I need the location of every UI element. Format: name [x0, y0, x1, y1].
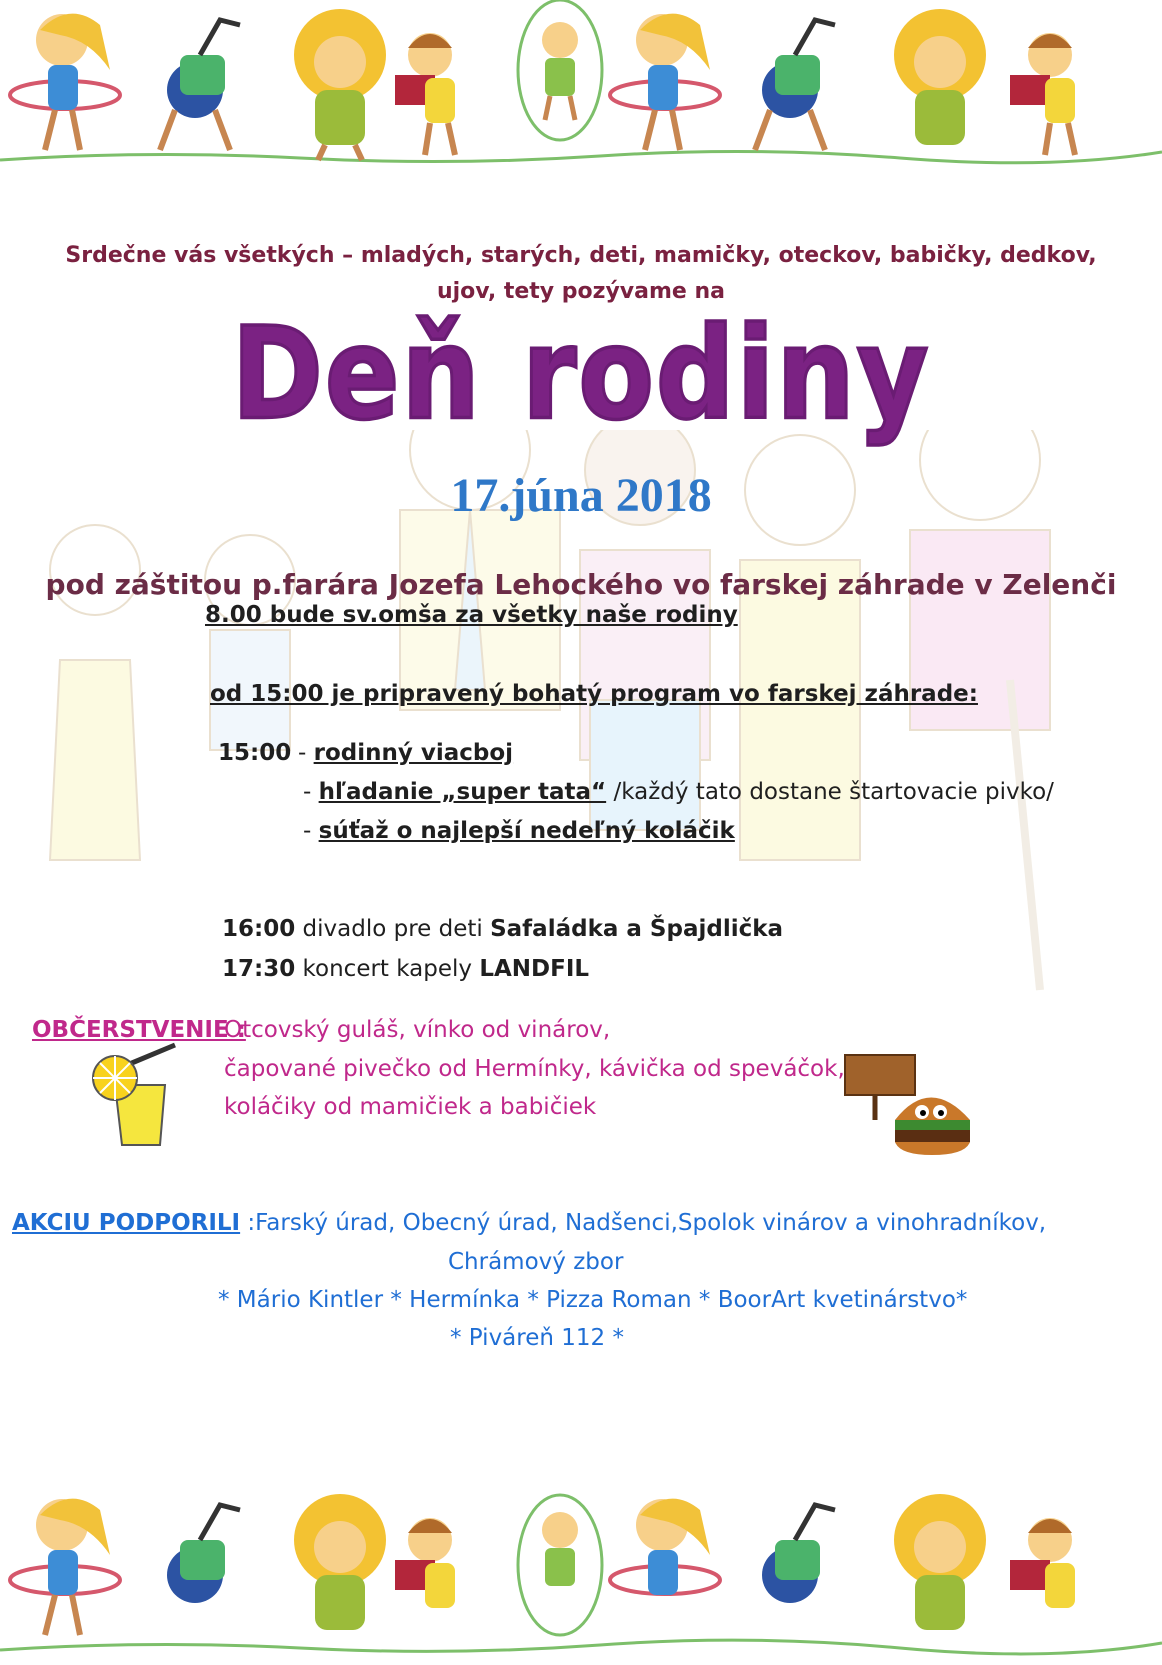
- kid-handstand-illustration-2: [762, 1505, 835, 1603]
- dash: -: [303, 779, 312, 805]
- kid-handstand-illustration-2: [755, 20, 835, 150]
- event-name: Safaládka a Špajdlička: [490, 916, 784, 942]
- intro-line-2: ujov, tety pozývame na: [436, 279, 726, 304]
- program-heading: od 15:00 je pripravený bohatý program vo farskej záhrade:: [210, 681, 978, 707]
- kid-handstand-illustration: [167, 1505, 240, 1603]
- program-item-note: /každý tato dostane štartovacie pivko/: [606, 779, 1054, 805]
- program-item-2: [303, 779, 1054, 805]
- program-item-title: hľadanie „super tata“: [318, 779, 607, 805]
- kids-border-top: [0, 0, 1162, 180]
- poster-title: Deň rodiny: [231, 300, 931, 448]
- refreshments-line-1: Otcovský guláš, vínko od vinárov,: [224, 1017, 611, 1043]
- program-item-title: rodinný viacboj: [313, 740, 514, 766]
- sponsors-line-4: * Piváreň 112 *: [450, 1325, 624, 1351]
- girl-gift-illustration-2: [1010, 1518, 1075, 1608]
- kid-handstand-illustration: [160, 20, 240, 150]
- event-time: 17:30: [222, 956, 296, 982]
- intro-line-1: Srdečne vás všetkých – mladých, starých, deti, mamičky, oteckov, babičky, dedkov,: [65, 243, 1097, 268]
- dash: -: [298, 740, 307, 766]
- sponsors-label: AKCIU PODPORILI: [12, 1210, 241, 1236]
- girl-gift-illustration-2: [1010, 33, 1075, 155]
- refreshments-line-3: koláčiky od mamičiek a babičiek: [224, 1094, 597, 1120]
- burger-sign-icon: [840, 1050, 980, 1160]
- refreshments-label: OBČERSTVENIE :: [32, 1017, 246, 1043]
- event-concert: [222, 956, 589, 982]
- program-item-1: [298, 740, 513, 766]
- program-item-title: súťaž o najlepší nedeľný koláčik: [318, 818, 735, 844]
- girl-curly-hair-illustration-2: [894, 1494, 986, 1630]
- sponsors-line-1: [12, 1210, 1046, 1236]
- girl-curly-hair-illustration: [294, 1494, 386, 1630]
- kid-hula-hoop-illustration: [10, 14, 120, 150]
- kids-border-bottom: [0, 1485, 1162, 1665]
- event-text: koncert kapely: [295, 956, 480, 982]
- event-name: LANDFIL: [479, 956, 590, 982]
- refreshments-line-2: čapované pivečko od Hermínky, kávička od speváčok,: [224, 1056, 845, 1082]
- event-text: divadlo pre deti: [295, 916, 491, 942]
- event-date: 17.júna 2018: [450, 469, 712, 522]
- program-item-3: [303, 818, 735, 844]
- sponsors-line-3: * Mário Kintler * Hermínka * Pizza Roman * BoorArt kvetinárstvo*: [218, 1287, 968, 1313]
- kid-jump-rope-illustration: [518, 1495, 602, 1635]
- event-time: 16:00: [222, 916, 296, 942]
- kid-hula-hoop-illustration: [10, 1499, 120, 1635]
- event-theatre: [222, 916, 783, 942]
- mass-line: 8.00 bude sv.omša za všetky naše rodiny: [205, 602, 738, 628]
- kid-hula-hoop-illustration-2: [610, 1499, 720, 1595]
- girl-gift-illustration: [395, 1518, 455, 1608]
- patronage-line: pod záštitou p.farára Jozefa Lehockého vo farskej záhrade v Zelenči: [45, 568, 1117, 601]
- dash: -: [303, 818, 312, 844]
- kid-hula-hoop-illustration-2: [610, 14, 720, 150]
- girl-gift-illustration: [395, 33, 455, 155]
- sponsors-line-2: Chrámový zbor: [448, 1249, 624, 1275]
- girl-curly-hair-illustration-2: [894, 9, 986, 145]
- program-time: 15:00: [218, 740, 292, 766]
- girl-curly-hair-illustration: [294, 9, 386, 160]
- kid-jump-rope-illustration: [518, 0, 602, 140]
- lemonade-icon: [80, 1040, 190, 1150]
- sponsors-text: :Farský úrad, Obecný úrad, Nadšenci,Spolok vinárov a vinohradníkov,: [240, 1210, 1047, 1236]
